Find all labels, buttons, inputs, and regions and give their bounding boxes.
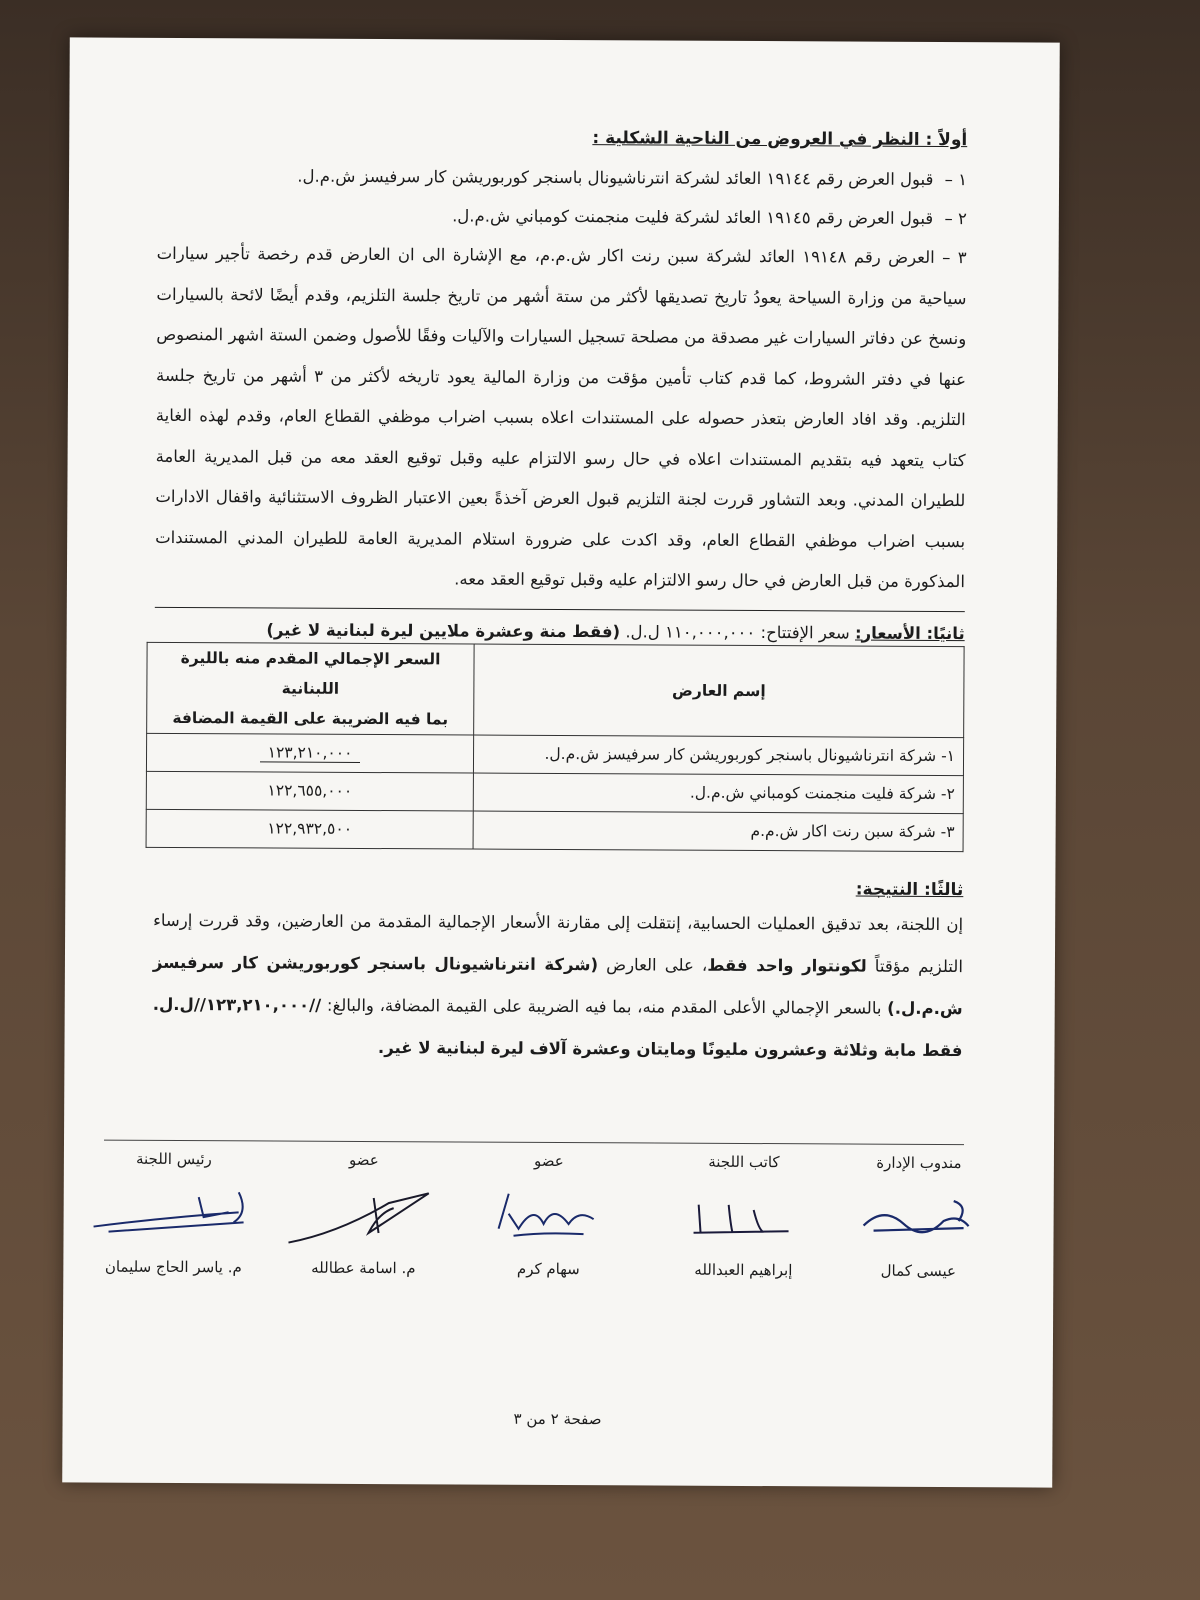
- bidder-name: ١- شركة انترناشيونال باسنجر كوربوريشن كار سرفيسز ش.م.ل.: [473, 735, 963, 776]
- signature-role: رئيس اللجنة: [135, 1149, 212, 1169]
- item-text: قبول العرض رقم ١٩١٤٥ العائد لشركة فليت منجمنت كومباني ش.م.ل.: [452, 206, 934, 228]
- col-header-price-line1: السعر الإجمالي المقدم منه بالليرة اللبنانية: [180, 648, 441, 698]
- list-item: [157, 156, 967, 199]
- bid-price: ١٢٢,٩٣٢,٥٠٠: [146, 809, 473, 849]
- item-text: قبول العرض رقم ١٩١٤٤ العائد لشركة انترناشيونال باسنجر كوربوريشن كار سرفيسز ش.م.ل.: [297, 166, 934, 189]
- item-text: العرض رقم ١٩١٤٨ العائد لشركة سبن رنت اكار ش.م.م، مع الإشارة الى ان العارض قدم رخصة تأجير سيارات سياحية من وزارة السياحة يعودُ تاريخ تصديقها لأكثر من ستة أشهر من تاريخ جلسة التلزيم، وقدم أيضًا لائحة بالسيارات ونسخ عن دفاتر السيارات غير مصدقة من مصلحة تسجيل السيارات والآليات وفقًا للأصول وضمن الستة اشهر المنصوص عنها في دفتر الشروط، كما قدم كتاب تأمين مؤقت من وزارة المالية يعود تاريخه لأكثر من ٣ أشهر من تاريخ جلسة التلزيم. وقد افاد العارض بتعذر حصوله على المستندات اعلاه بسبب اضراب موظفي القطاع العام، وقدم لهذه الغاية كتاب يتعهد فيه بتقديم المستندات اعلاه في حال رسو الالتزام عليه وقبل توقيع العقد معه من قبل المديرية العامة للطيران المدني. وبعد التشاور قررت لجنة التلزيم قبول العرض آخذةً بعين الاعتبار الظروف الاستثنائية واقفال الادارات بسبب اضراب موظفي القطاع العام، وقد اكدت على ضرورة استلام المديرية العامة للطيران المدني المستندات المذكورة من قبل العارض في حال رسو الالتزام عليه وقبل توقيع العقد معه.: [155, 243, 967, 592]
- signature-member-2: [279, 1150, 449, 1278]
- result-line2e: بالسعر الإجمالي الأعلى المقدم منه، بما فيه الضريبة على القيمة المضافة، والبالغ:: [326, 995, 888, 1018]
- signature-divider: [104, 1140, 964, 1146]
- handwritten-signature-icon: [278, 1173, 448, 1254]
- result-line2c: ، على العارض: [598, 954, 708, 975]
- section3-heading: ثالثًا: النتيجة:: [855, 879, 964, 900]
- bid-price-cell: [146, 733, 473, 773]
- list-item: [157, 195, 967, 238]
- page-number: صفحة ٢ من ٣: [513, 1409, 602, 1429]
- signature-role: كاتب اللجنة: [708, 1152, 780, 1172]
- result-line2d: (شركة انترناشيونال باسنجر كوربوريشن كار سرفيسز ش.م.ل.): [152, 952, 963, 1018]
- signature-role: مندوب الإدارة: [876, 1153, 962, 1173]
- opening-price-words: (فقط منة وعشرة ملايين ليرة لبنانية لا غير): [266, 619, 621, 641]
- signature-member-1: [474, 1151, 624, 1279]
- bid-price: ١٢٢,٦٥٥,٠٠٠: [146, 771, 473, 811]
- section1-heading: أولاً : النظر في العروض من الناحية الشكلية :: [592, 128, 968, 151]
- handwritten-signature-icon: [843, 1175, 993, 1256]
- handwritten-signature-icon: [473, 1174, 623, 1255]
- col-header-price: [147, 642, 474, 735]
- signature-admin-rep: [844, 1153, 994, 1281]
- table-row: [146, 733, 963, 775]
- bidder-name: ٢- شركة فليت منجمنت كومباني ش.م.ل.: [473, 773, 963, 814]
- result-text: [152, 899, 963, 1071]
- document-page: [62, 37, 1060, 1487]
- signature-block: [93, 1150, 994, 1305]
- signature-chair: [89, 1149, 259, 1277]
- result-line2b: لكونتوار واحد فقط: [707, 955, 867, 976]
- table-row: [146, 771, 963, 813]
- signature-name: سهام كرم: [516, 1259, 580, 1279]
- table-header-row: [147, 642, 964, 737]
- signature-name: إبراهيم العبدالله: [694, 1260, 793, 1280]
- opening-price-label: سعر الإفتتاح:: [760, 622, 850, 643]
- list-item: [155, 234, 967, 603]
- prices-heading: [155, 619, 965, 642]
- handwritten-signature-icon: [668, 1175, 818, 1256]
- signature-name: عيسى كمال: [880, 1261, 957, 1281]
- result-line2a: وقد قررت إرساء التلزيم مؤقتاً: [153, 910, 963, 976]
- handwritten-signature-icon: [88, 1172, 258, 1253]
- item-number: ٢ –: [944, 209, 967, 229]
- bid-price: ١٢٣,٢١٠,٠٠٠: [260, 743, 361, 763]
- signature-secretary: [669, 1152, 819, 1280]
- table-row: [146, 809, 963, 851]
- signature-name: م. اسامة عطالله: [311, 1258, 416, 1278]
- bidder-name: ٣- شركة سبن رنت اكار ش.م.م: [473, 811, 963, 852]
- result-line1: إن اللجنة، بعد تدقيق العمليات الحسابية، إنتقلت إلى مقارنة الأسعار الإجمالية المقدمة من العارضين،: [276, 911, 964, 934]
- offers-table: [146, 641, 965, 851]
- signature-role: عضو: [349, 1150, 379, 1170]
- section-divider: [155, 606, 965, 611]
- signature-role: عضو: [534, 1151, 564, 1171]
- item-number: ٣ –: [942, 247, 967, 268]
- col-header-name: إسم العارض: [474, 644, 964, 738]
- document-body: [152, 126, 967, 1072]
- item-number: ١ –: [944, 170, 968, 190]
- result-amount: //١٢٣,٢١٠,٠٠٠//ل.ل. فقط مابة وثلاثة وعشرون مليونًا ومايتان وعشرة آلاف ليرة لبنانية لا غير.: [152, 994, 963, 1060]
- col-header-price-line2: بما فيه الضريبة على القيمة المضافة: [172, 708, 449, 728]
- prices-label: ثانيًا: الأسعار:: [854, 623, 965, 643]
- signature-name: م. ياسر الحاج سليمان: [104, 1257, 242, 1277]
- opening-price-value: ١١٠,٠٠٠,٠٠٠ ل.ل.: [625, 621, 756, 642]
